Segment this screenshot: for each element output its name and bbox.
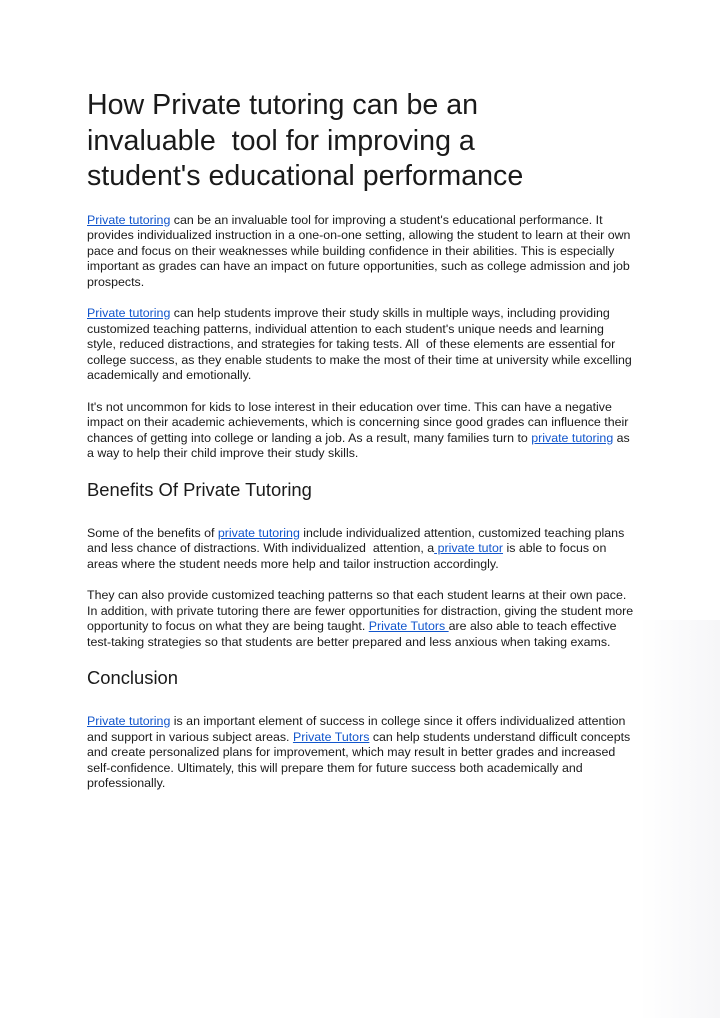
page-title: How Private tutoring can be an invaluable tool for improving a student's educational performance (87, 89, 524, 192)
document-body (87, 88, 635, 792)
intro-paragraph-2-text: can help students improve their study skills in multiple ways, including providing customized teaching patterns, individual attention to each student's unique needs and learning style, reduced distractions, and strategies for taking tests. All of these elements are essential for college success, as they enable students to make the most of their time at university while excelling academically and emotionally. (87, 306, 636, 382)
private-tutoring-link[interactable]: Private tutoring (87, 212, 171, 227)
benefits-paragraph-1-text-after: is able to focus on areas where the student needs more help and tailor instruction accordingly. (87, 541, 610, 571)
intro-paragraph-3-text-before: It's not uncommon for kids to lose interest in their education over time. This can have a negative impact on their academic achievements, which is concerning since good grades can influence their chances of getting into college or landing a job. As a result, many families turn to (87, 399, 632, 445)
intro-paragraph-3 (87, 400, 635, 462)
intro-paragraph-1 (87, 213, 635, 291)
private-tutoring-link[interactable]: private tutoring (531, 430, 614, 445)
conclusion-paragraph-text-mid: is an important element of success in college since it offers individualized attention and support in various subject areas. (87, 714, 629, 744)
private-tutors-link[interactable]: Private Tutors (368, 619, 449, 633)
page-edge-shade (640, 620, 720, 1018)
conclusion-paragraph-text-after: can help students understand difficult concepts and create personalized plans for improvement, which may result in better grades and increased self-confidence. Ultimately, this will prepare them for future success both academically and professionally. (87, 729, 634, 790)
benefits-paragraph-2-text-before: They can also provide customized teaching patterns so that each student learns at their own pace. In addition, with private tutoring there are fewer opportunities for distraction, giving the student more opportunity to focus on what they are being taught. (87, 588, 637, 633)
conclusion-paragraph (87, 714, 635, 792)
private-tutoring-link[interactable]: private tutoring (217, 525, 300, 540)
intro-paragraph-3-text-after: as a way to help their child improve their study skills. (87, 430, 634, 460)
benefits-paragraph-1-text-mid: include individualized attention, customized teaching plans and less chance of distractions. With individualized attention, a (87, 525, 628, 555)
conclusion-heading: Conclusion (87, 667, 178, 688)
private-tutor-link[interactable]: private tutor (434, 541, 504, 555)
private-tutoring-link[interactable]: Private tutoring (87, 714, 171, 728)
benefits-paragraph-1-text-before: Some of the benefits of (87, 525, 218, 540)
benefits-paragraph-2 (87, 588, 635, 650)
benefits-heading: Benefits Of Private Tutoring (87, 478, 312, 500)
benefits-paragraph-1 (87, 526, 635, 573)
intro-paragraph-1-text: can be an invaluable tool for improving a student's educational performance. It provides individualized instruction in a one-on-one setting, allowing the student to learn at their own pace and focus on their weaknesses while building confidence in their abilities. This is especially important as grades can have an impact on future opportunities, such as college admission and job prospects. (87, 212, 634, 289)
private-tutors-link[interactable]: Private Tutors (292, 729, 370, 744)
benefits-paragraph-2-text-after: are also able to teach effective test-taking strategies so that students are better prepared and less anxious when taking exams. (87, 619, 620, 649)
private-tutoring-link[interactable]: Private tutoring (87, 306, 171, 320)
intro-paragraph-2 (87, 306, 635, 384)
